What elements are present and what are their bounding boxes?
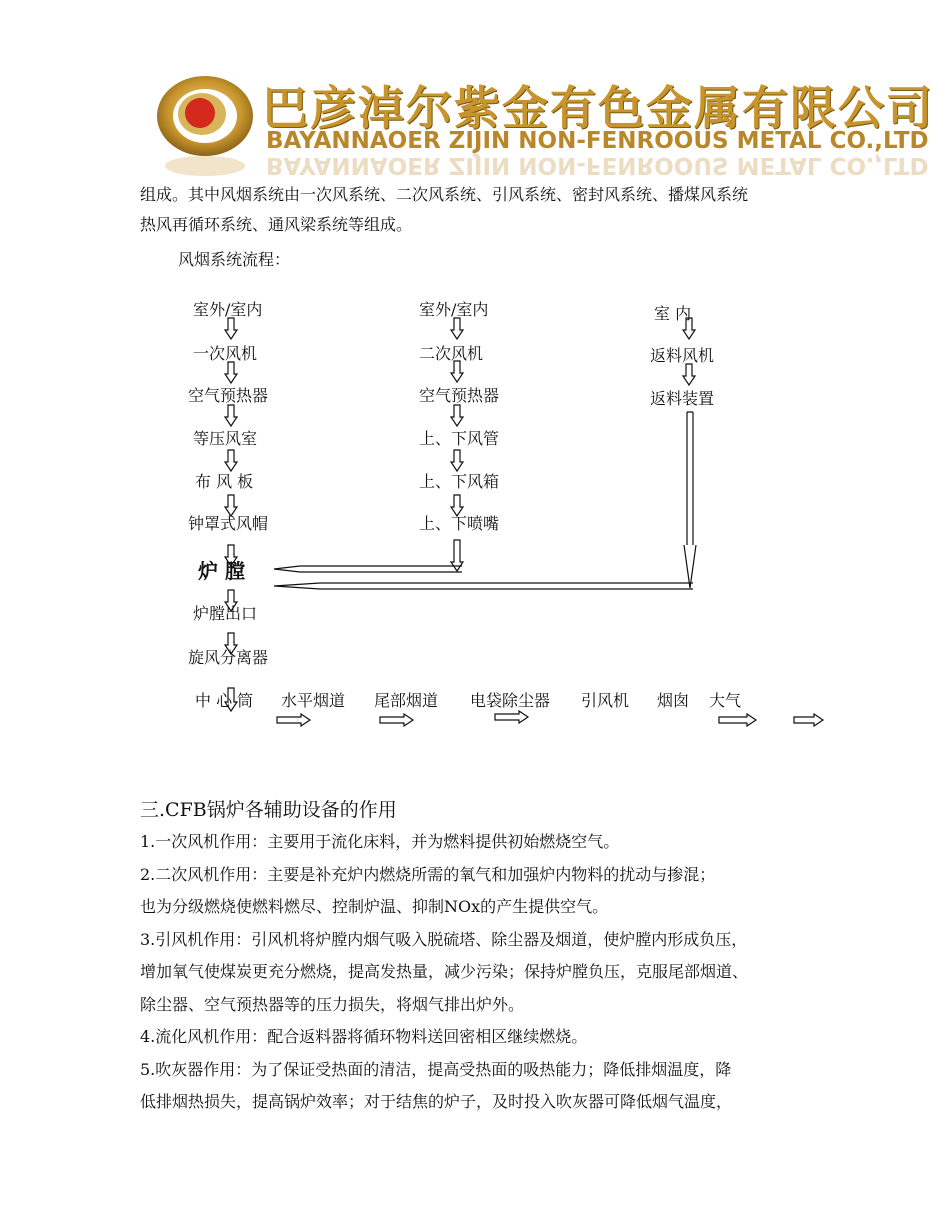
flow-bottom-3: 尾部烟道	[374, 691, 439, 710]
section-line-8: 5.吹灰器作用：为了保证受热面的清洁，提高受热面的吸热能力；降低排烟温度，降	[140, 1060, 732, 1079]
flow-col2-step-6: 上、下喷嘴	[419, 514, 500, 533]
section-title: 三.CFB锅炉各辅助设备的作用	[140, 799, 397, 821]
section-line-5: 增加氧气使煤炭更充分燃烧，提高发热量，减少污染；保持炉膛负压，克服尾部烟道、	[140, 962, 749, 981]
flow-col3-step-2: 返料风机	[650, 346, 715, 365]
section-line-9: 低排烟热损失，提高锅炉效率；对于结焦的炉子，及时投入吹灰器可降低烟气温度，	[140, 1092, 733, 1111]
flow-col1-step-1: 室外/室内	[193, 300, 263, 319]
flow-col1-step-5: 布 风 板	[195, 472, 254, 491]
flow-bottom-4: 电袋除尘器	[470, 691, 551, 710]
flow-bottom-1: 中 心 筒	[195, 691, 254, 710]
section-line-2: 2.二次风机作用：主要是补充炉内燃烧所需的氧气和加强炉内物料的扰动与掺混；	[140, 865, 716, 884]
flow-col2-step-1: 室外/室内	[419, 300, 489, 319]
flow-col3-step-3: 返料装置	[650, 389, 715, 408]
flow-col1-step-3: 空气预热器	[188, 386, 269, 405]
section-line-6: 除尘器、空气预热器等的压力损失，将烟气排出炉外。	[140, 995, 525, 1014]
col2-to-furnace-arrow	[274, 566, 462, 572]
company-name-en-reflection: BAYANNAOER ZIJIN NON-FENROOUS METAL CO.,LTD	[266, 152, 929, 178]
flow-bottom-7: 大气	[709, 691, 742, 710]
flow-col1-step-2: 一次风机	[193, 344, 258, 363]
flow-title: 风烟系统流程：	[178, 250, 291, 269]
section-line-3: 也为分级燃烧使燃料燃尽、控制炉温、抑制NOx的产生提供空气。	[140, 897, 609, 916]
bottom-row-arrows	[277, 711, 823, 726]
flow-furnace-outlet: 炉膛出口	[193, 604, 258, 623]
flow-col3-step-1: 室 内	[654, 304, 692, 323]
flow-col1-step-4: 等压风室	[193, 429, 258, 448]
flow-col2-step-5: 上、下风箱	[419, 472, 500, 491]
section-line-7: 4.流化风机作用：配合返料器将循环物料送回密相区继续燃烧。	[140, 1027, 588, 1046]
flow-col2-step-2: 二次风机	[419, 344, 484, 363]
section-line-4: 3.引风机作用：引风机将炉膛内烟气吸入脱硫塔、除尘器及烟道，使炉膛内形成负压，	[140, 930, 748, 949]
flow-bottom-6: 烟囱	[657, 691, 690, 710]
company-name-cn: 巴彦淖尔紫金有色金属有限公司	[262, 81, 934, 135]
col3-to-furnace-arrow	[274, 583, 693, 589]
col3-long-arrow	[684, 412, 696, 588]
company-name-en: BAYANNAOER ZIJIN NON-FENROOUS METAL CO.,LTD	[266, 128, 929, 154]
flow-bottom-5: 引风机	[581, 691, 630, 710]
flow-col2-step-3: 空气预热器	[419, 386, 500, 405]
section-line-1: 1.一次风机作用：主要用于流化床料，并为燃料提供初始燃烧空气。	[140, 832, 620, 851]
intro-line-2: 热风再循环系统、通风梁系统等组成。	[140, 215, 413, 234]
flow-col2-step-4: 上、下风管	[419, 429, 500, 448]
flow-cyclone: 旋风分离器	[188, 648, 269, 667]
flow-furnace: 炉 膛	[198, 559, 245, 583]
flow-col1-step-6: 钟罩式风帽	[188, 514, 269, 533]
intro-line-1: 组成。其中风烟系统由一次风系统、二次风系统、引风系统、密封风系统、播煤风系统	[140, 185, 749, 204]
flow-bottom-2: 水平烟道	[281, 691, 346, 710]
